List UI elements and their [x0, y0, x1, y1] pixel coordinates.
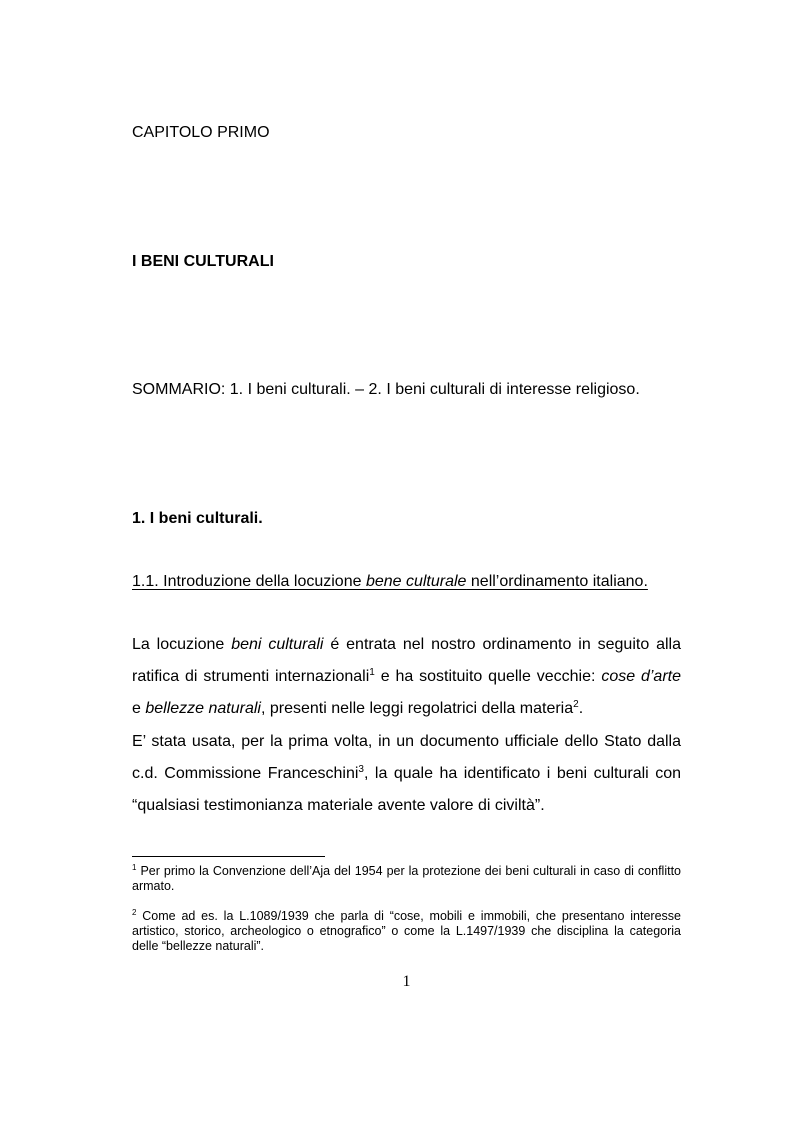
body-text: ratifica di strumenti internazionali [132, 668, 370, 685]
footnote-ref-3[interactable]: 3 [358, 764, 364, 775]
body-text: . [578, 700, 584, 717]
body-line-3 [132, 698, 681, 720]
footnote-1 [132, 864, 681, 894]
footnote-ref-2[interactable]: 2 [573, 699, 579, 710]
body-text: e [132, 700, 146, 717]
body-line-1 [132, 634, 681, 656]
page-number: 1 [402, 973, 411, 990]
subsection-heading-suffix: nell’ordinamento italiano. [466, 573, 648, 590]
footnote-2 [132, 909, 681, 954]
footnote-number: 2 [132, 908, 137, 917]
footnote-text: Come ad es. la L.1089/1939 che parla di “cose, mobili e immobili, che presentano interesse artistico, storico, archeologico o etnografico” o come la L.1497/1939 che disciplina la categoria delle “bellezze naturali”. [132, 909, 681, 953]
body-line-6: “qualsiasi testimonianza materiale avente valore di civiltà”. [132, 797, 545, 814]
section-heading: 1. I beni culturali. [132, 510, 263, 527]
body-italic: bellezze naturali [145, 700, 261, 717]
body-italic: cose d’arte [601, 668, 682, 685]
summary: SOMMARIO: 1. I beni culturali. – 2. I beni culturali di interesse religioso. [132, 381, 640, 398]
body-line-5 [132, 763, 681, 785]
chapter-label: CAPITOLO PRIMO [132, 124, 270, 141]
footnote-number: 1 [132, 863, 137, 872]
body-text: c.d. Commissione Franceschini [132, 765, 359, 782]
body-line-2 [132, 666, 681, 688]
subsection-heading-prefix: 1.1. Introduzione della locuzione [132, 573, 366, 590]
footnote-text: Per primo la Convenzione dell’Aja del 1954 per la protezione dei beni culturali in caso di conflitto armato. [132, 864, 681, 893]
subsection-heading [132, 572, 648, 592]
body-text: e ha sostituito quelle vecchie: [374, 668, 602, 685]
body-text: , la quale ha identificato i beni culturali con [363, 765, 682, 782]
subsection-heading-italic: bene culturale [365, 573, 467, 590]
body-text: é entrata nel nostro ordinamento in seguito alla [323, 636, 682, 653]
body-text: La locuzione [132, 636, 232, 653]
footnote-separator [132, 856, 325, 857]
footnote-ref-1[interactable]: 1 [369, 667, 375, 678]
body-text: , presenti nelle leggi regolatrici della materia [260, 700, 574, 717]
chapter-title: I BENI CULTURALI [132, 253, 274, 270]
body-line-4: E’ stata usata, per la prima volta, in un documento ufficiale dello Stato dalla [132, 733, 681, 750]
body-italic: beni culturali [231, 636, 324, 653]
